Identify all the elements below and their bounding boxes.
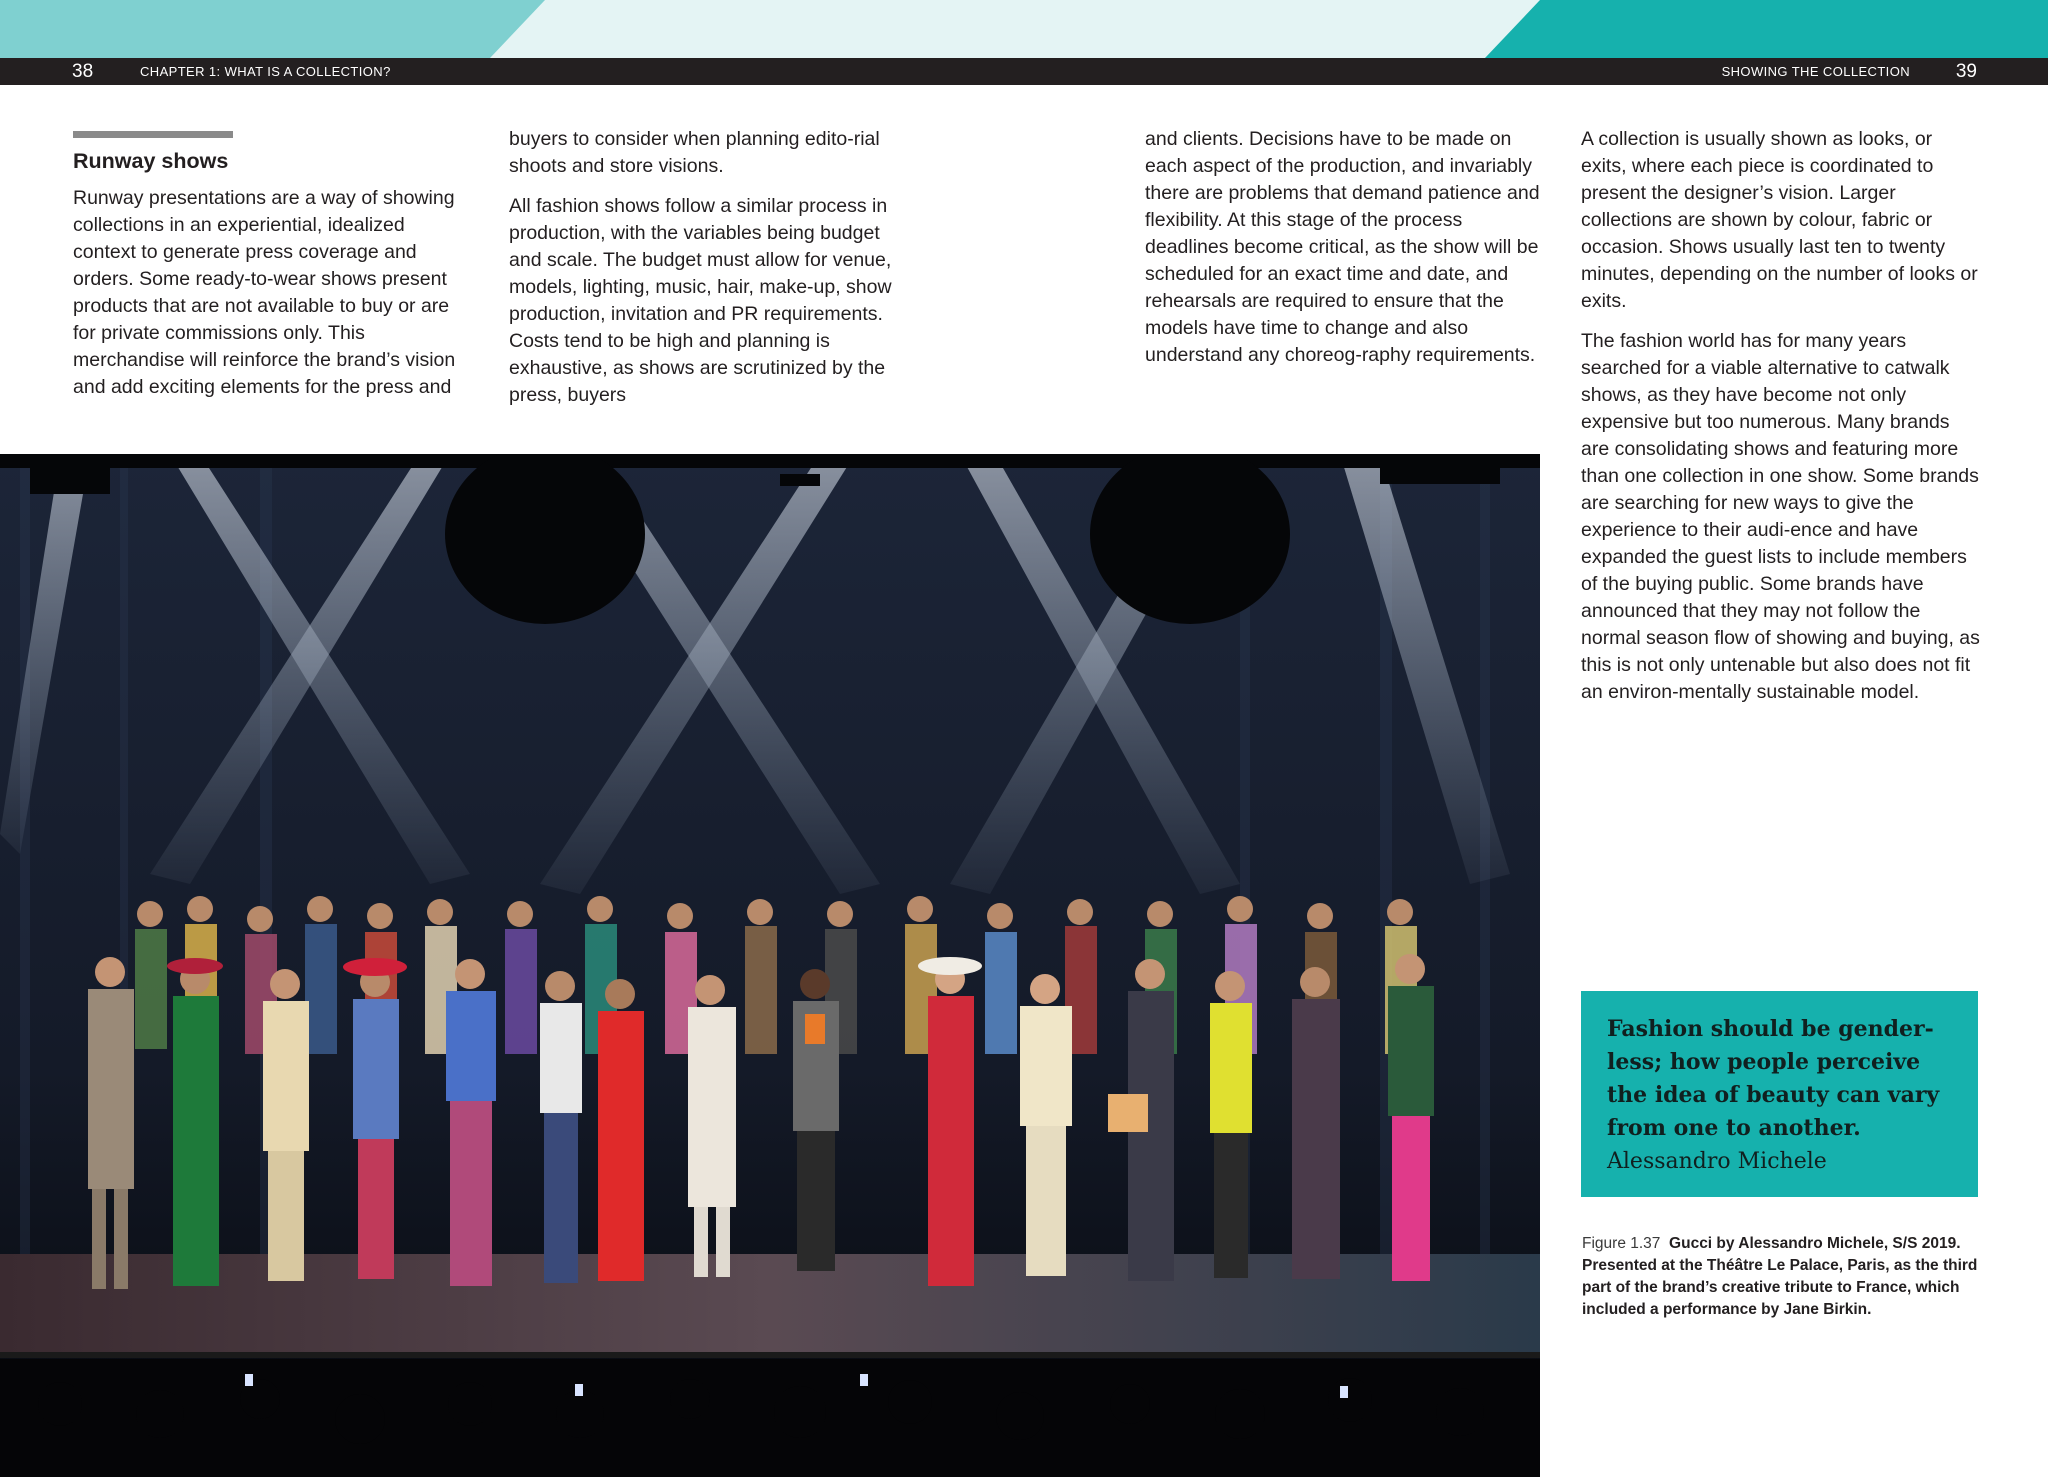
band-left-mid-teal (0, 0, 545, 58)
section-heading: Runway shows (73, 149, 229, 173)
column-4-paragraph-2: The fashion world has for many years searched for a viable alternative to catwalk shows, as they have become not only expensive but too numerous. Many brands are consolidating shows and featuring more than one collection in one show. Some brands are searching for new ways to give the experience to their audi-ence and have expanded the guest lists to include members of the buying public. Some brands have announced that they may not follow the normal season flow of showing and buying, as this is not only untenable but also does not fit an environ-mentally sustainable model. (1581, 330, 1980, 703)
pull-quote-author: Alessandro Michele (1607, 1149, 1827, 1174)
top-decorative-band (0, 0, 2048, 58)
text-column-3 (1145, 126, 1545, 382)
runway-show-photo (0, 454, 1540, 1477)
right-page-number: 39 (1955, 61, 1977, 82)
column-2-paragraph-2: All fashion shows follow a similar process in production, with the variables being budget and scale. The budget must allow for venue, models, lighting, music, hair, make-up, show production, invitation and PR requirements. Costs tend to be high and planning is exhaustive, as shows are scrutinized by the press, buyers (509, 195, 892, 406)
pull-quote-text: Fashion should be gender-less; how people perceive the idea of beauty can vary from one to another. (1607, 1016, 1940, 1141)
section-rule (73, 131, 233, 138)
figure-caption (1582, 1233, 1982, 1321)
text-column-4 (1581, 126, 1983, 719)
figure-label: Figure 1.37 (1582, 1235, 1661, 1252)
left-running-head: CHAPTER 1: WHAT IS A COLLECTION? (140, 64, 391, 79)
figure-caption-text: Gucci by Alessandro Michele, S/S 2019. Presented at the Théâtre Le Palace, Paris, as the third part of the brand’s creative tribute to France, which included a performance by Jane Birkin. (1582, 1235, 1978, 1318)
column-2-paragraph-1: buyers to consider when planning edito-rial shoots and store visions. (509, 128, 880, 177)
left-page-number: 38 (72, 61, 94, 82)
text-column-2 (509, 126, 904, 422)
pull-quote-box (1581, 991, 1978, 1197)
audience-silhouettes (0, 1359, 1540, 1477)
running-header-bar (0, 58, 2048, 85)
column-1-paragraph-1: Runway presentations are a way of showing collections in an experiential, idealized context to generate press coverage and orders. Some ready-to-wear shows present products that are not available to buy or are for private commissions only. This merchandise will reinforce the brand’s vision and add exciting elements for the press and (73, 187, 456, 398)
band-right-teal (1485, 0, 2048, 58)
column-3-paragraph-1: and clients. Decisions have to be made on each aspect of the production, and invariably there are problems that demand patience and flexibility. At this stage of the process deadlines become critical, as the show will be scheduled for an exact time and date, and rehearsals are required to ensure that the models have time to change and also understand any choreog-raphy requirements. (1145, 128, 1540, 366)
right-running-head: SHOWING THE COLLECTION (1721, 64, 1910, 79)
text-column-1 (73, 131, 459, 414)
column-4-paragraph-1: A collection is usually shown as looks, or exits, where each piece is coordinated to present the designer’s vision. Larger collections are shown by colour, fabric or occasion. Shows usually last ten to twenty minutes, depending on the number of looks or exits. (1581, 128, 1978, 312)
